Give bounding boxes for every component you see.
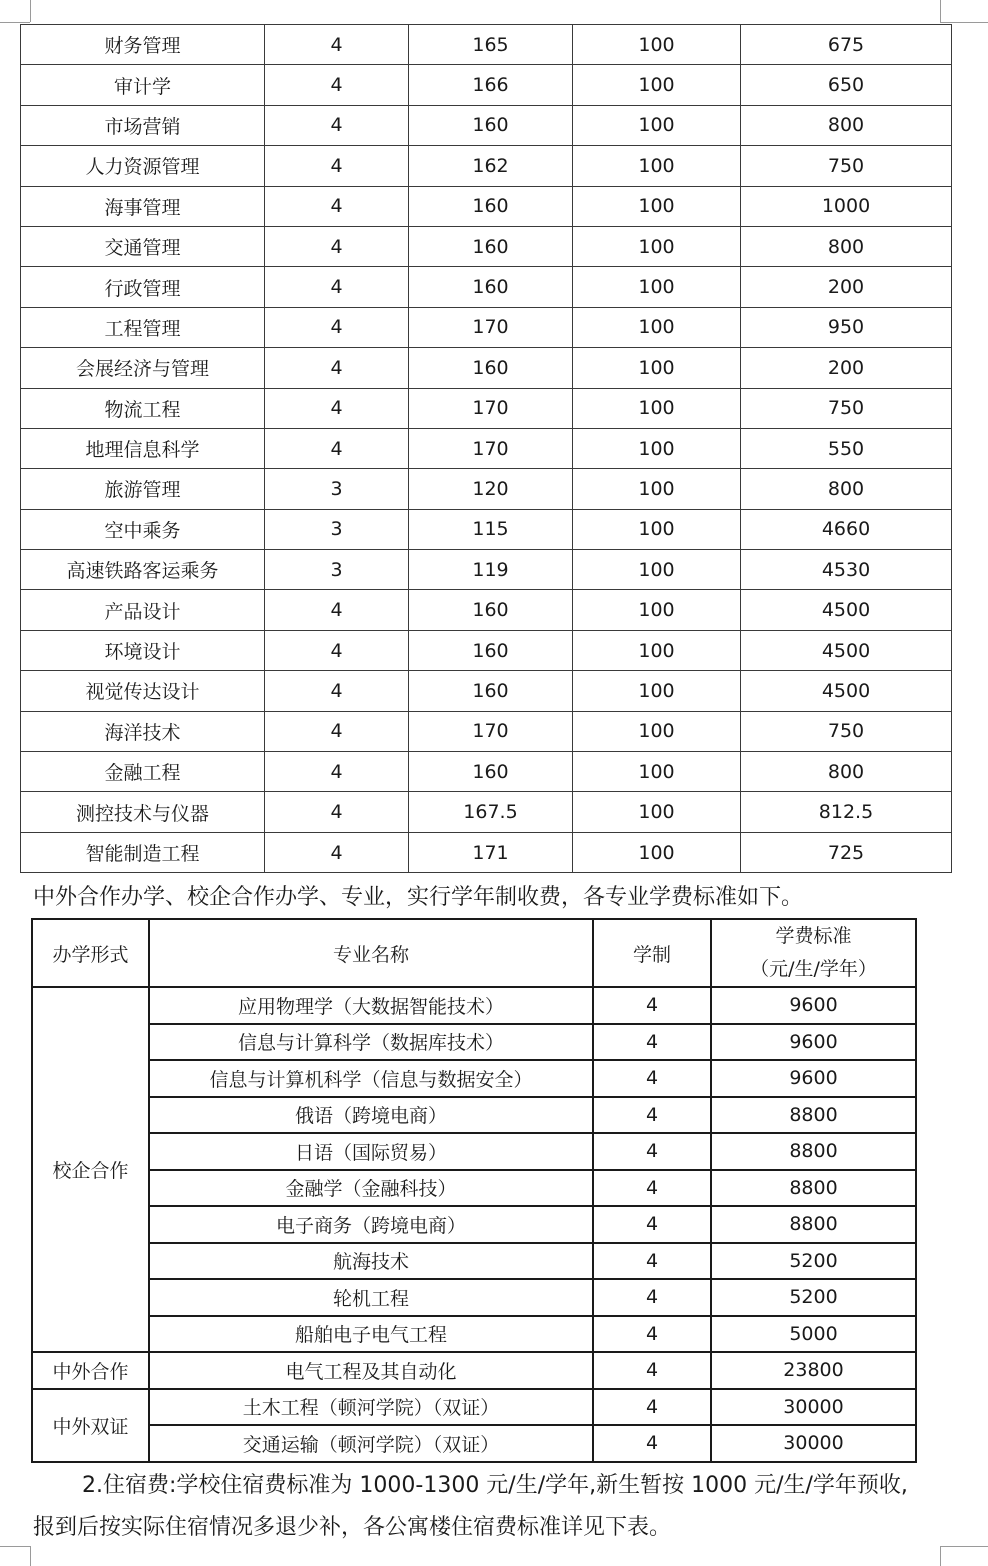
credits-cell: 160 [409,105,573,145]
table-row [32,1389,916,1426]
credits-cell: 170 [409,307,573,347]
table-row [21,226,952,266]
major-cell: 电子商务（跨境电商） [149,1206,593,1243]
years-cell: 3 [265,509,409,549]
accommodation-paragraph-line1: 2.住宿费:学校住宿费标准为 1000-1300 元/生/学年,新生暂按 1000 元/生/学年预收, [82,1473,908,1498]
credits-cell: 160 [409,590,573,630]
credit-fee-cell: 100 [573,307,741,347]
table-row [21,25,952,65]
major-cell: 信息与计算机科学（信息与数据安全） [149,1060,593,1097]
years-cell: 4 [593,1097,711,1134]
table-row [21,469,952,509]
credit-fee-cell: 100 [573,630,741,670]
years-cell: 4 [265,146,409,186]
fee-cell: 8800 [711,1097,916,1134]
years-cell: 3 [265,469,409,509]
years-cell: 4 [265,226,409,266]
credit-fee-cell: 100 [573,832,741,872]
table-row [32,1097,916,1134]
major-cell: 会展经济与管理 [21,348,265,388]
major-cell: 环境设计 [21,630,265,670]
major-cell: 行政管理 [21,267,265,307]
credit-fee-cell: 100 [573,186,741,226]
tuition-cell: 750 [741,711,952,751]
credit-fee-cell: 100 [573,509,741,549]
table-row [21,65,952,105]
tuition-cell: 812.5 [741,792,952,832]
years-cell: 4 [265,792,409,832]
fee-cell: 5000 [711,1316,916,1353]
credit-fee-cell: 100 [573,792,741,832]
tuition-cell: 4500 [741,590,952,630]
fee-cell: 9600 [711,987,916,1024]
fee-cell: 9600 [711,1024,916,1061]
tuition-cell: 800 [741,752,952,792]
years-cell: 4 [265,832,409,872]
credits-cell: 170 [409,388,573,428]
major-cell: 海事管理 [21,186,265,226]
credit-fee-cell: 100 [573,469,741,509]
table-row [32,1352,916,1389]
years-cell: 3 [265,550,409,590]
years-cell: 4 [265,105,409,145]
credit-fee-cell: 100 [573,711,741,751]
crop-mark [940,0,941,22]
table-row [21,105,952,145]
major-cell: 工程管理 [21,307,265,347]
table-row [21,388,952,428]
years-cell: 4 [265,25,409,65]
crop-mark [940,22,988,23]
credits-cell: 120 [409,469,573,509]
table-row [21,832,952,872]
tuition-cell: 800 [741,469,952,509]
fee-cell: 30000 [711,1425,916,1462]
years-cell: 4 [265,388,409,428]
form-cell: 校企合作 [32,987,149,1352]
tuition-cell: 750 [741,146,952,186]
years-cell: 4 [593,1425,711,1462]
header-form: 办学形式 [32,919,149,987]
major-cell: 俄语（跨境电商） [149,1097,593,1134]
table-row [32,1060,916,1097]
table-row [32,1206,916,1243]
years-cell: 4 [593,1133,711,1170]
credits-cell: 166 [409,65,573,105]
fee-cell: 5200 [711,1279,916,1316]
table-row [21,428,952,468]
credit-fee-cell: 100 [573,428,741,468]
fee-cell: 30000 [711,1389,916,1426]
form-cell: 中外合作 [32,1352,149,1389]
tuition-cell: 200 [741,267,952,307]
fee-cell: 9600 [711,1060,916,1097]
fee-cell: 8800 [711,1206,916,1243]
major-cell: 电气工程及其自动化 [149,1352,593,1389]
tuition-cell: 675 [741,25,952,65]
tuition-table [31,918,917,1463]
table-row [32,1243,916,1280]
tuition-cell: 4530 [741,550,952,590]
years-cell: 4 [265,348,409,388]
table-row [32,987,916,1024]
major-cell: 旅游管理 [21,469,265,509]
major-cell: 信息与计算科学（数据库技术） [149,1024,593,1061]
crop-mark [0,1546,30,1547]
table-header-row [32,919,916,987]
fee-cell: 8800 [711,1133,916,1170]
table-row [21,752,952,792]
credits-cell: 165 [409,25,573,65]
credit-fee-cell: 100 [573,226,741,266]
table-row [21,550,952,590]
table-row [21,146,952,186]
crop-mark [30,0,31,22]
major-cell: 交通管理 [21,226,265,266]
table-row [21,792,952,832]
credit-fee-cell: 100 [573,267,741,307]
tuition-cell: 750 [741,388,952,428]
years-cell: 4 [593,1024,711,1061]
table-row [21,590,952,630]
years-cell: 4 [593,1206,711,1243]
credit-fee-cell: 100 [573,348,741,388]
major-cell: 日语（国际贸易） [149,1133,593,1170]
credit-fee-cell: 100 [573,590,741,630]
table-row [21,348,952,388]
major-cell: 交通运输（顿河学院）（双证） [149,1425,593,1462]
tuition-cell: 1000 [741,186,952,226]
credit-fee-cell: 100 [573,105,741,145]
credit-fee-cell: 100 [573,388,741,428]
header-fee [711,919,916,987]
credits-cell: 160 [409,226,573,266]
years-cell: 4 [593,1389,711,1426]
years-cell: 4 [593,987,711,1024]
major-cell: 视觉传达设计 [21,671,265,711]
credits-cell: 160 [409,752,573,792]
years-cell: 4 [265,307,409,347]
tuition-cell: 800 [741,105,952,145]
accommodation-paragraph-line2: 报到后按实际住宿情况多退少补，各公寓楼住宿费标准详见下表。 [33,1515,672,1540]
years-cell: 4 [265,267,409,307]
major-cell: 金融工程 [21,752,265,792]
major-cell: 智能制造工程 [21,832,265,872]
credits-cell: 115 [409,509,573,549]
years-cell: 4 [593,1170,711,1207]
credits-cell: 160 [409,630,573,670]
header-major: 专业名称 [149,919,593,987]
header-years: 学制 [593,919,711,987]
years-cell: 4 [265,630,409,670]
major-cell: 财务管理 [21,25,265,65]
tuition-cell: 800 [741,226,952,266]
major-cell: 轮机工程 [149,1279,593,1316]
table-row [21,509,952,549]
credits-cell: 119 [409,550,573,590]
tuition-cell: 4500 [741,671,952,711]
major-cell: 产品设计 [21,590,265,630]
tuition-cell: 4660 [741,509,952,549]
major-cell: 航海技术 [149,1243,593,1280]
years-cell: 4 [265,428,409,468]
table-row [32,1316,916,1353]
fee-cell: 23800 [711,1352,916,1389]
form-cell: 中外双证 [32,1389,149,1462]
credit-fee-cell: 100 [573,550,741,590]
crop-mark [30,1546,31,1566]
credits-cell: 160 [409,671,573,711]
credit-fee-table [20,24,952,873]
credit-fee-cell: 100 [573,752,741,792]
fee-cell: 5200 [711,1243,916,1280]
table-row [21,186,952,226]
major-cell: 船舶电子电气工程 [149,1316,593,1353]
credit-fee-cell: 100 [573,146,741,186]
major-cell: 空中乘务 [21,509,265,549]
credit-fee-cell: 100 [573,65,741,105]
table-row [21,267,952,307]
tuition-cell: 200 [741,348,952,388]
years-cell: 4 [593,1279,711,1316]
table-row [21,671,952,711]
credits-cell: 160 [409,267,573,307]
table-row [32,1425,916,1462]
tuition-cell: 650 [741,65,952,105]
years-cell: 4 [265,752,409,792]
years-cell: 4 [265,65,409,105]
credits-cell: 170 [409,711,573,751]
table-row [21,307,952,347]
years-cell: 4 [593,1243,711,1280]
tuition-cell: 4500 [741,630,952,670]
years-cell: 4 [265,590,409,630]
major-cell: 市场营销 [21,105,265,145]
crop-mark [0,22,30,23]
major-cell: 应用物理学（大数据智能技术） [149,987,593,1024]
table-row [32,1024,916,1061]
credits-cell: 160 [409,348,573,388]
major-cell: 地理信息科学 [21,428,265,468]
major-cell: 高速铁路客运乘务 [21,550,265,590]
fee-cell: 8800 [711,1170,916,1207]
credits-cell: 162 [409,146,573,186]
credits-cell: 170 [409,428,573,468]
table-row [21,711,952,751]
table-row [21,630,952,670]
years-cell: 4 [265,671,409,711]
years-cell: 4 [593,1060,711,1097]
major-cell: 海洋技术 [21,711,265,751]
table-row [32,1170,916,1207]
major-cell: 测控技术与仪器 [21,792,265,832]
credits-cell: 160 [409,186,573,226]
header-fee-line2: （元/生/学年） [750,958,877,980]
table-row [32,1279,916,1316]
header-fee-line1: 学费标准 [775,925,852,947]
credit-fee-cell: 100 [573,671,741,711]
years-cell: 4 [593,1352,711,1389]
years-cell: 4 [265,711,409,751]
major-cell: 物流工程 [21,388,265,428]
credits-cell: 167.5 [409,792,573,832]
credit-fee-cell: 100 [573,25,741,65]
major-cell: 审计学 [21,65,265,105]
crop-mark [940,1546,988,1547]
tuition-cell: 950 [741,307,952,347]
major-cell: 人力资源管理 [21,146,265,186]
tuition-cell: 550 [741,428,952,468]
major-cell: 金融学（金融科技） [149,1170,593,1207]
credits-cell: 171 [409,832,573,872]
tuition-cell: 725 [741,832,952,872]
tuition-caption: 中外合作办学、校企合作办学、专业，实行学年制收费，各专业学费标准如下。 [33,885,804,910]
years-cell: 4 [265,186,409,226]
years-cell: 4 [593,1316,711,1353]
table-row [32,1133,916,1170]
major-cell: 土木工程（顿河学院）（双证） [149,1389,593,1426]
crop-mark [940,1546,941,1566]
